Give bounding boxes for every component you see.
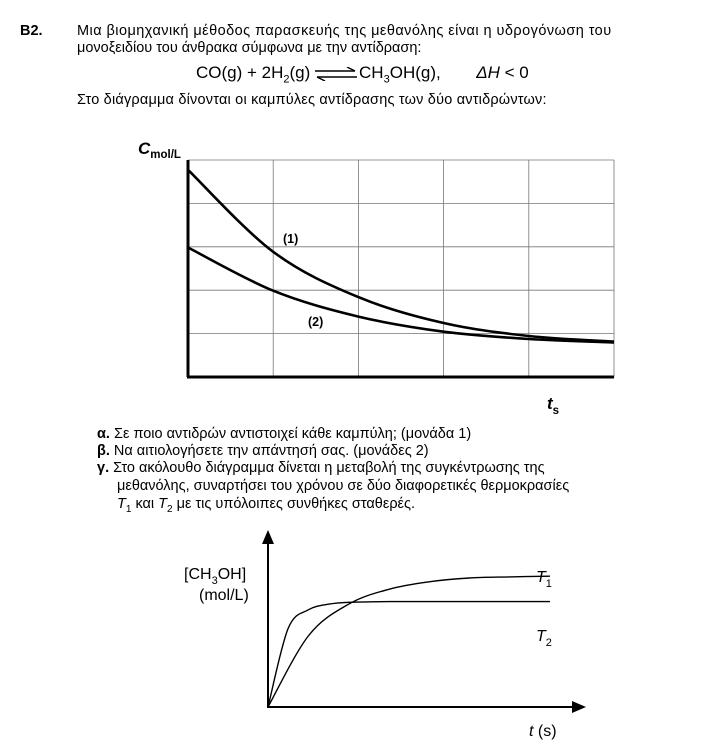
chart2-x-label: t (s) xyxy=(529,723,557,740)
chart1-grid xyxy=(188,160,614,377)
reaction-equation: $CO(g) + 2H_2(g)$ $CH_3OH(g)$, ΔH < 0 xyxy=(196,63,529,86)
problem-intro-line1: Μια βιομηχανική μέθοδος παρασκευής της μεθανόλης είναι η υδρογόνωση του xyxy=(77,23,612,39)
question-c-cont2: $T_1$ και $T_2$ με τις υπόλοιπες συνθήκες σταθερές. xyxy=(117,496,416,515)
chart1-y-label: $C_{mol/L}$ xyxy=(138,139,181,161)
chart2-y-arrow-icon xyxy=(262,530,274,544)
diagram-intro: Στο διάγραμμα δίνονται οι καμπύλες αντίδρασης των δύο αντιδρώντων: xyxy=(77,92,547,108)
question-b: β. Να αιτιολογήσετε την απάντησή σας. (μονάδες 2) xyxy=(97,443,429,459)
curve-t2-label: $T_2$ xyxy=(536,628,552,649)
problem-label: Β2. xyxy=(20,23,43,39)
curve-t2 xyxy=(268,602,550,707)
curve-t1-label: $T_1$ xyxy=(536,569,552,590)
problem-intro-line2: μονοξειδίου του άνθρακα σύμφωνα με την αντίδραση: xyxy=(77,40,422,56)
question-c: γ. Στο ακόλουθο διάγραμμα δίνεται η μεταβολή της συγκέντρωσης της xyxy=(97,460,545,476)
curve-1 xyxy=(188,170,614,342)
question-c-cont1: μεθανόλης, συναρτήσει του χρόνου σε δύο διαφορετικές θερμοκρασίες xyxy=(117,478,570,494)
question-a: α. Σε ποιο αντιδρών αντιστοιχεί κάθε καμπύλη; (μονάδα 1) xyxy=(97,426,472,442)
chart2-x-arrow-icon xyxy=(572,701,586,713)
methanol-concentration-chart xyxy=(0,520,719,748)
curve-2-label: (2) xyxy=(308,315,324,329)
curve-2 xyxy=(188,248,614,343)
chart2-y-label-line1: $[CH_3OH]$ xyxy=(184,566,247,587)
curve-t1 xyxy=(268,576,550,707)
chart2-y-label-line2: (mol/L) xyxy=(199,587,249,604)
curve-1-label: (1) xyxy=(283,232,299,246)
chart1-x-label: $t_s$ xyxy=(547,394,560,417)
